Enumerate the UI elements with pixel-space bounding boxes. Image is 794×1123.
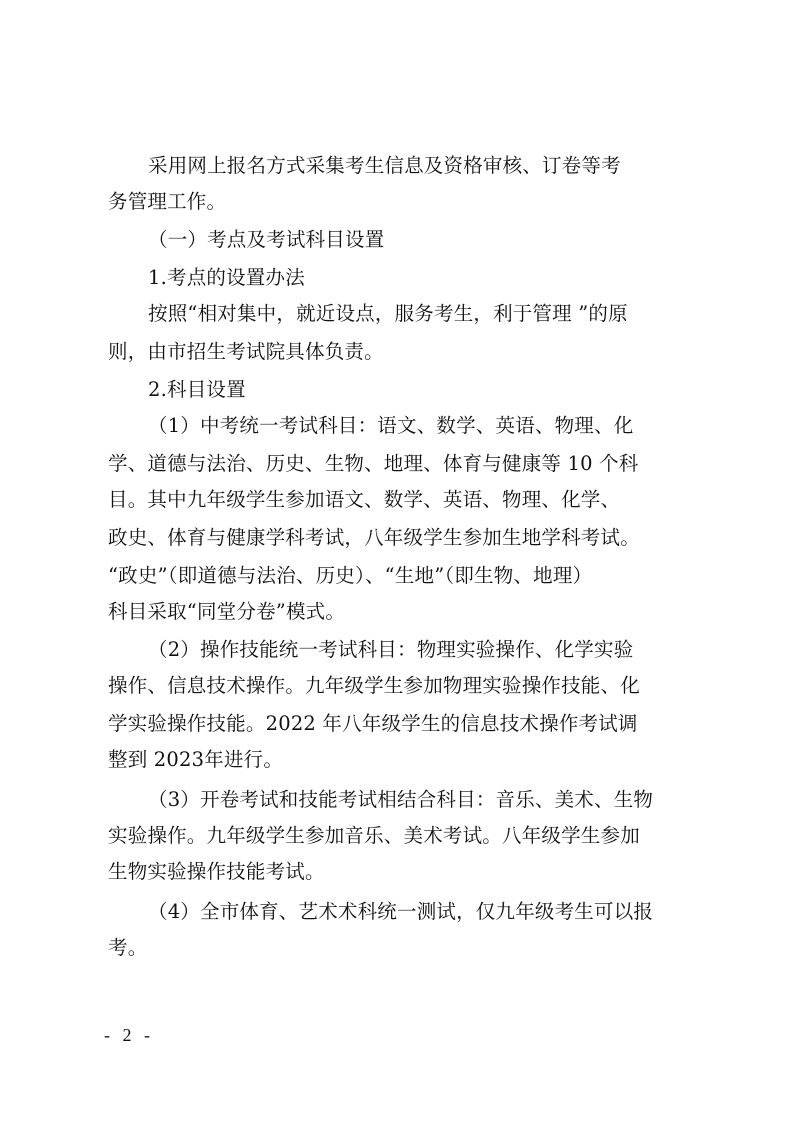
paragraph-line: 按照“相对集中，就近设点，服务考生，利于管理 ”的原 xyxy=(148,302,628,325)
subsection-heading: 1.考点的设置办法 xyxy=(148,266,305,289)
subsection-heading: 2.科目设置 xyxy=(148,378,246,401)
paragraph-line: 整到 2023年进行。 xyxy=(108,748,284,771)
paragraph-line: 考。 xyxy=(108,936,148,959)
paragraph-line: “政史”（即道德与法治、历史）、“生地”（即生物、地理） xyxy=(108,564,593,587)
paragraph-line: 目。其中九年级学生参加语文、数学、英语、物理、化学、 xyxy=(108,488,621,511)
paragraph-line: （2）操作技能统一考试科目：物理实验操作、化学实验 xyxy=(148,638,634,661)
paragraph-line: （3）开卷考试和技能考试相结合科目：音乐、美术、生物 xyxy=(148,788,654,811)
paragraph-line: 政史、体育与健康学科考试，八年级学生参加生地学科考试。 xyxy=(108,526,640,549)
page-number: - 2 - xyxy=(104,1025,154,1045)
paragraph-line: 学、道德与法治、历史、生物、地理、体育与健康等 10 个科 xyxy=(108,452,639,475)
paragraph-line: 则，由市招生考试院具体负责。 xyxy=(108,340,384,363)
paragraph-line: 操作、信息技术操作。九年级学生参加物理实验操作技能、化 xyxy=(108,674,640,697)
paragraph-line: （4）全市体育、艺术术科统一测试，仅九年级考生可以报 xyxy=(148,900,654,923)
paragraph-line: 生物实验操作技能考试。 xyxy=(108,860,325,883)
paragraph-line: 科目采取“同堂分卷”模式。 xyxy=(108,600,346,623)
paragraph-line: 务管理工作。 xyxy=(108,190,227,213)
section-heading: （一）考点及考试科目设置 xyxy=(148,228,385,251)
paragraph-line: 学实验操作技能。2022 年八年级学生的信息技术操作考试调 xyxy=(108,712,638,735)
paragraph-line: 实验操作。九年级学生参加音乐、美术考试。八年级学生参加 xyxy=(108,824,640,847)
paragraph-line: 采用网上报名方式采集考生信息及资格审核、订卷等考 xyxy=(148,154,621,177)
paragraph-line: （1）中考统一考试科目：语文、数学、英语、物理、化 xyxy=(148,414,634,437)
